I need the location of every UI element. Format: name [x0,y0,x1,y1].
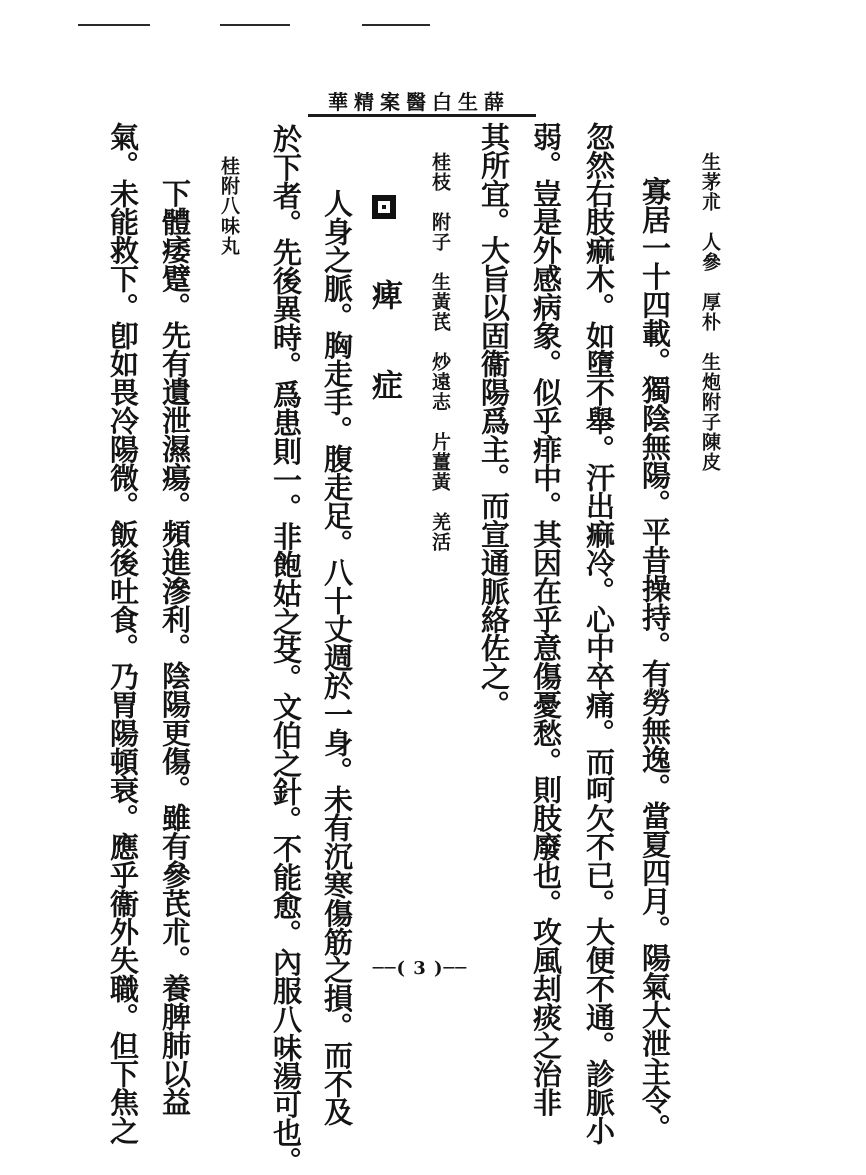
top-rule-1 [78,24,150,26]
text-column-6: 桂枝 附子 生黃芪 炒遠志 片薑黃 羌活 [429,152,451,552]
page-header: 薛生白醫案精華 [328,90,510,114]
header-rule [308,114,536,117]
text-column-11: 氣。未能救下。卽如畏冷陽微。飯後吐食。乃胃陽頓衰。應乎衞外失職。但下焦之 [106,122,140,1145]
text-column-3: 忽然右肢痲木。如墮不舉。汗出痲冷。心中卒痛。而呵欠不已。大便不通。診脈小 [582,122,616,1145]
page-number: ──( 3 )── [372,958,468,979]
text-column-2: 寡居一十四載。獨陰無陽。平昔操持。有勞無逸。當夏四月。陽氣大泄主令。 [638,148,672,1143]
text-column-10: 下體痿躄。先有遺泄濕瘍。頻進滲利。陰陽更傷。雖有參芪朮。養脾肺以益 [158,150,192,1116]
section-heading [366,195,402,414]
text-column-8: 於下者。先後異時。爲患則一。非飽姑之芟。文伯之針。不能愈。內服八味湯可也。 [269,124,303,1175]
top-rule-3 [362,24,430,26]
section-marker-icon [372,195,396,219]
text-column-1: 生茅朮 人參 厚朴 生炮附子陳皮 [699,152,721,472]
text-column-5: 其所宜。大旨以固衞陽爲主。而宣通脈絡佐之。 [477,122,511,719]
text-column-4: 弱。豈是外感病象。似乎痱中。其因在乎意傷憂愁。則肢廢也。攻風刦痰之治非 [529,122,563,1117]
section-title: 痺 症 [366,279,402,414]
text-column-7: 人身之脈。胸走手。腹走足。八十丈週於一身。未有沉寒傷筋之損。而不及 [320,160,354,1126]
top-rule-2 [220,24,290,26]
text-column-9: 桂附八味丸 [218,156,240,256]
